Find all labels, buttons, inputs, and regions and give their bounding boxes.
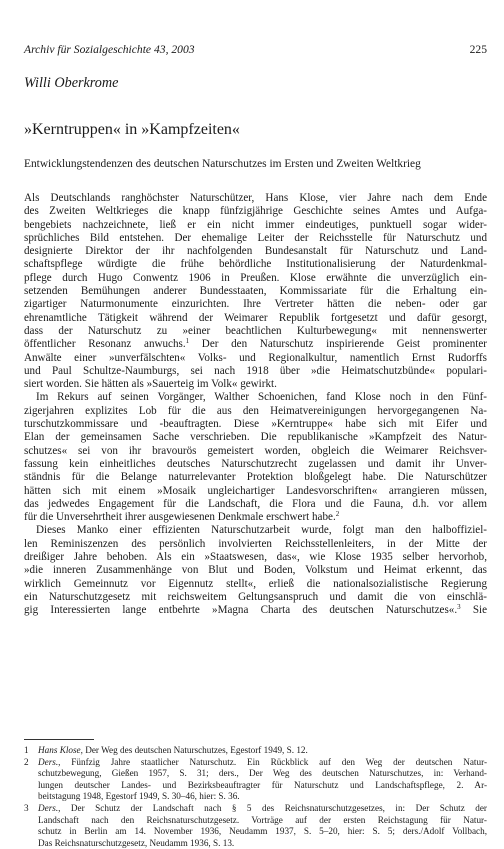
text-line: siert worden. Sie hätten als »Sauerteig im Volk« gewirkt. — [24, 378, 277, 391]
footnotes — [24, 745, 487, 849]
text-line: Im Rekurs auf seinen Vorgänger, Walther Schoenichen, fand Klose noch in den Fünf- — [36, 391, 487, 404]
text-line — [24, 511, 487, 524]
text-line: dreißiger Jahre behoben. Als ein »Staatswesen, das«, wie Klose 1935 selber hervorhob, — [24, 551, 487, 564]
paragraph-2 — [24, 391, 487, 524]
text-line: Anwälte einer »unverfälschten« Volks- und Regionalkultur, namentlich Ernst Rudorffs — [24, 351, 487, 364]
text-line: »die inneren Zusammenhänge von Blut und Boden, Volkstum und Heimat erkennt, das — [24, 564, 487, 577]
text-segment: gig Interessierten lange entbehrte »Magna Charta des deutschen Naturschutzes«. — [24, 604, 458, 617]
text-line: hätten sich mit einem »Mosaik ungleichartiger Landesvorschriften« arrangieren müssen, — [24, 484, 487, 497]
body-text — [24, 192, 487, 618]
text-line: sprüchliches Bild entstehen. Der ehemalige Leiter der Reichsstelle für Naturschutz und — [24, 231, 487, 244]
text-segment: öffentlicher Resonanz anwuchs. — [24, 338, 186, 351]
text-line: pflege durch Hugo Conwentz 1906 in Preußen. Klose erwähnte die unverzüglich ein- — [24, 271, 487, 284]
text-line: ehrenamtliche Tätigkeit während der Weimarer Republik fortgesetzt und dafür gesorgt, — [24, 311, 487, 324]
footnote-number: 2 — [24, 756, 29, 767]
text-line: Elan der gemeinsamen Sache verschrieben. Die republikanische »Kampfzeit des Natur- — [24, 431, 487, 444]
footnote-ref-2[interactable]: 2 — [335, 510, 340, 519]
paragraph-1 — [24, 192, 487, 391]
text-line: dass der Naturschutz zu »einer beachtlichen Kulturbewegung« mit nennenswerter — [24, 324, 487, 337]
text-line: len Reminiszenzen des persönlich involvierten Reichsstellenleiters, in der Mitte der — [24, 537, 487, 550]
text-line: schaftspflege würdigte die frühe behördliche Institutionalisierung der Naturdenkmal- — [24, 258, 487, 271]
footnote-2 — [24, 757, 487, 803]
text-line: schutzes« sei von ihr bravourös gemeistert worden, obgleich die Weimarer Reichsver- — [24, 444, 487, 457]
footnote-author: Ders., — [38, 756, 61, 767]
text-segment: für die Unversehrtheit ihrer ausgewiesenen Denkmale erschwert habe. — [24, 511, 336, 524]
footnote-line — [38, 757, 487, 769]
footnote-line: lungen deutscher Landes- und Bezirksbeauftragter für Naturschutz und Landschaftspflege, 2. Ar- — [38, 779, 487, 790]
text-line: ständnis für die Belange naturrelevanter Protektion bloßgelegt habe. Die Naturschützer — [24, 471, 487, 484]
page-number: 225 — [469, 43, 487, 56]
text-line: ein Naturschutzgesetz mit reichsweitem Geltungsanspruch und damit die von einschlä- — [24, 590, 487, 603]
text-segment: Sie — [460, 604, 487, 617]
footnote-line: beitstagung 1948, Egestorf 1949, S. 30–46, hier: S. 36. — [38, 791, 240, 802]
footnote-number: 3 — [24, 802, 29, 813]
text-line: Dieses Manko einer effizienten Naturschutzarbeit wurde, folgt man den halboffiziel- — [36, 524, 487, 537]
footnote-3 — [24, 803, 487, 849]
article-title: »Kerntruppen« in »Kampfzeiten« — [24, 121, 240, 138]
text-segment: Der Schutz der Landschaft nach § 5 des Reichsnaturschutzgesetzes, in: Der Schutz der — [60, 802, 487, 813]
text-line: Als Deutschlands ranghöchster Naturschützer, Hans Klose, vier Jahre nach dem Ende — [24, 192, 487, 204]
page — [24, 0, 487, 848]
text-line: designierte Direktor der ihr nachfolgenden Bundesanstalt für Naturschutz und Land- — [24, 245, 487, 258]
paragraph-3 — [24, 524, 487, 617]
text-line: zigartiger Naturmonumente einzurichten. Ihre Vertreter hätten die neben- oder gar — [24, 298, 487, 311]
text-segment: Fünfzig Jahre staatlicher Naturschutz. Ein Rückblick auf den Weg der deutschen Natur- — [60, 756, 487, 767]
text-line: bengebiets nachzeichnete, ließ er ein nicht immer eindeutiges, punktuell sogar wider- — [24, 218, 487, 231]
journal-citation: Archiv für Sozialgeschichte 43, 2003 — [24, 43, 195, 56]
text-line: wirklich Gemeinnutz vor Eigennutz stellt«, erließ die nationalsozialistische Regierung — [24, 577, 487, 590]
article-subtitle: Entwicklungstendenzen des deutschen Naturschutzes im Ersten und Zweiten Weltkrieg — [24, 158, 421, 170]
text-segment: Der den Naturschutz inspirierende Geist prominenter — [189, 338, 487, 351]
article-author: Willi Oberkrome — [24, 75, 119, 91]
footnote-author: Ders., — [38, 802, 61, 813]
text-line: fassung kein einheitliches deutsches Naturschutzrecht zugelassen und damit ihr Unver- — [24, 457, 487, 470]
footnote-number: 1 — [24, 745, 29, 755]
footnote-ref-3[interactable]: 3 — [457, 603, 461, 612]
text-line: zigerjahren explizites Lob für die aus den Heimatvereinigungen hervorgegangenen Na- — [24, 404, 487, 417]
text-line — [24, 604, 487, 617]
footnote-author: Hans Klose, — [38, 745, 83, 755]
text-segment: Der Weg des deutschen Naturschutzes, Egestorf 1949, S. 12. — [82, 745, 308, 755]
footnote-line: Das Reichsnaturschutzgesetz, Neudamm 1936, S. 13. — [38, 837, 235, 848]
text-line: turschutzkommissare und -beauftragten. Diese »Kerntruppe« habe sich mit Eifer und — [24, 418, 487, 431]
footnote-line — [38, 745, 487, 757]
footnote-ref-1[interactable]: 1 — [185, 337, 190, 346]
footnote-line: schutzbewegung, Gießen 1957, S. 31; ders., Der Weg des deutschen Naturschutzes, in: Verhand- — [38, 768, 487, 779]
footnote-line: schutz in Berlin am 14. November 1936, Neudamm 1937, S. 5–20, hier: S. 5; ders./Adolf Vollbach, — [38, 826, 487, 837]
running-head — [24, 42, 487, 58]
text-line: und Paul Schultze-Naumburgs, sei nach 1918 über »die Heimatschutzbünde« populari- — [24, 364, 487, 377]
footnote-line: Landschaft nach den Reichsnaturschutzgesetz. Vorträge auf der ersten Reichstagung für Natur- — [38, 814, 487, 825]
text-line: des Zweiten Weltkrieges die knapp fünfzigjährige Geschichte seines Amtes und Aufga- — [24, 205, 487, 218]
text-line: setzenden Bemühungen anderer Bundesstaaten, Kommissariate für die Erhaltung ein- — [24, 285, 487, 298]
text-line — [24, 338, 487, 351]
footnote-1 — [24, 745, 487, 757]
text-line: das jedwedes Engagement für die Landschaft, die Flora und die Fauna, d.h. vor allem — [24, 497, 487, 510]
footnote-divider — [24, 739, 94, 740]
